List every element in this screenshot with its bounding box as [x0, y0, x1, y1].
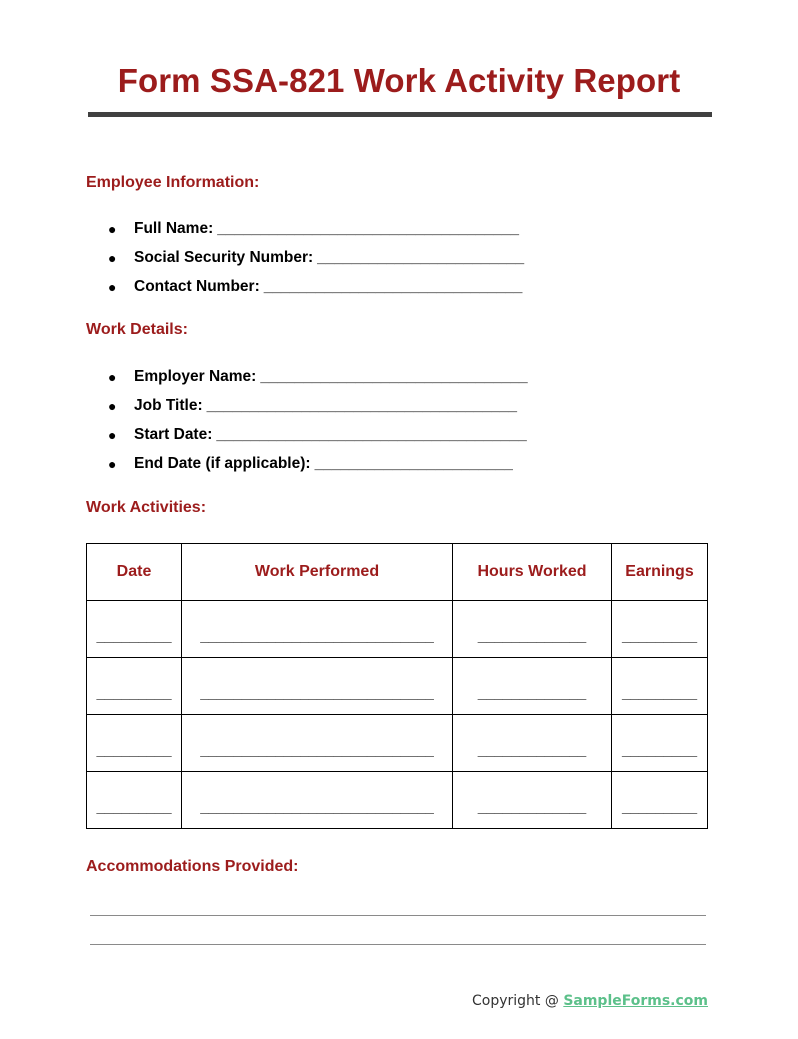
cell-date[interactable]: _________	[87, 715, 182, 772]
bullet-icon: ●	[108, 279, 117, 295]
field-end-date[interactable]	[108, 454, 528, 483]
work-activities-table	[86, 543, 708, 829]
cell-work-performed[interactable]: ____________________________	[182, 658, 453, 715]
copyright-text: Copyright @	[472, 993, 564, 1009]
field-blank[interactable]: _______________________________	[260, 368, 528, 385]
cell-hours-worked[interactable]: _____________	[453, 715, 612, 772]
cell-work-performed[interactable]: ____________________________	[182, 772, 453, 829]
field-label: Full Name:	[134, 220, 214, 237]
section-heading-employee: Employee Information:	[86, 174, 260, 191]
section-heading-accommodations: Accommodations Provided:	[86, 858, 299, 875]
table-header-row	[87, 544, 708, 601]
accommodations-line-2[interactable]	[90, 944, 706, 945]
cell-date[interactable]: _________	[87, 658, 182, 715]
bullet-icon: ●	[108, 250, 117, 266]
cell-hours-worked[interactable]: _____________	[453, 772, 612, 829]
field-blank[interactable]: _______________________	[314, 455, 513, 472]
field-blank[interactable]: ____________________________________	[216, 426, 527, 443]
field-label: Social Security Number:	[134, 249, 314, 266]
field-employer-name[interactable]	[108, 367, 528, 396]
field-label: Contact Number:	[134, 278, 260, 295]
bullet-icon: ●	[108, 398, 117, 414]
cell-earnings[interactable]: _________	[612, 715, 708, 772]
field-blank[interactable]: ___________________________________	[217, 220, 519, 237]
brand-link[interactable]: SampleForms.com	[563, 993, 709, 1009]
field-contact-number[interactable]	[108, 277, 524, 306]
work-details-field-list	[108, 367, 528, 483]
bullet-icon: ●	[108, 427, 117, 443]
bullet-icon: ●	[108, 221, 117, 237]
page-title: Form SSA-821 Work Activity Report	[117, 62, 681, 99]
column-header-work-performed: Work Performed	[182, 544, 453, 601]
table-row	[87, 658, 708, 715]
table-row	[87, 772, 708, 829]
field-job-title[interactable]	[108, 396, 528, 425]
table-row	[87, 601, 708, 658]
table-row	[87, 715, 708, 772]
cell-earnings[interactable]: _________	[612, 658, 708, 715]
field-blank[interactable]: ____________________________________	[206, 397, 517, 414]
field-label: Employer Name:	[134, 368, 257, 385]
cell-work-performed[interactable]: ____________________________	[182, 715, 453, 772]
cell-hours-worked[interactable]: _____________	[453, 658, 612, 715]
field-full-name[interactable]	[108, 219, 524, 248]
cell-date[interactable]: _________	[87, 601, 182, 658]
field-blank[interactable]: ______________________________	[263, 278, 523, 295]
cell-work-performed[interactable]: ____________________________	[182, 601, 453, 658]
accommodations-line-1[interactable]	[90, 915, 706, 916]
field-label: End Date (if applicable):	[134, 455, 311, 472]
column-header-hours-worked: Hours Worked	[453, 544, 612, 601]
cell-earnings[interactable]: _________	[612, 772, 708, 829]
cell-earnings[interactable]: _________	[612, 601, 708, 658]
section-heading-work-details: Work Details:	[86, 321, 188, 338]
column-header-date: Date	[87, 544, 182, 601]
field-label: Start Date:	[134, 426, 213, 443]
employee-field-list	[108, 219, 524, 306]
bullet-icon: ●	[108, 369, 117, 385]
section-heading-work-activities: Work Activities:	[86, 499, 207, 516]
column-header-earnings: Earnings	[612, 544, 708, 601]
cell-hours-worked[interactable]: _____________	[453, 601, 612, 658]
field-ssn[interactable]	[108, 248, 524, 277]
bullet-icon: ●	[108, 456, 117, 472]
copyright-footer	[472, 993, 708, 1009]
field-start-date[interactable]	[108, 425, 528, 454]
title-divider	[88, 112, 712, 117]
field-blank[interactable]: ________________________	[317, 249, 525, 266]
cell-date[interactable]: _________	[87, 772, 182, 829]
field-label: Job Title:	[134, 397, 203, 414]
